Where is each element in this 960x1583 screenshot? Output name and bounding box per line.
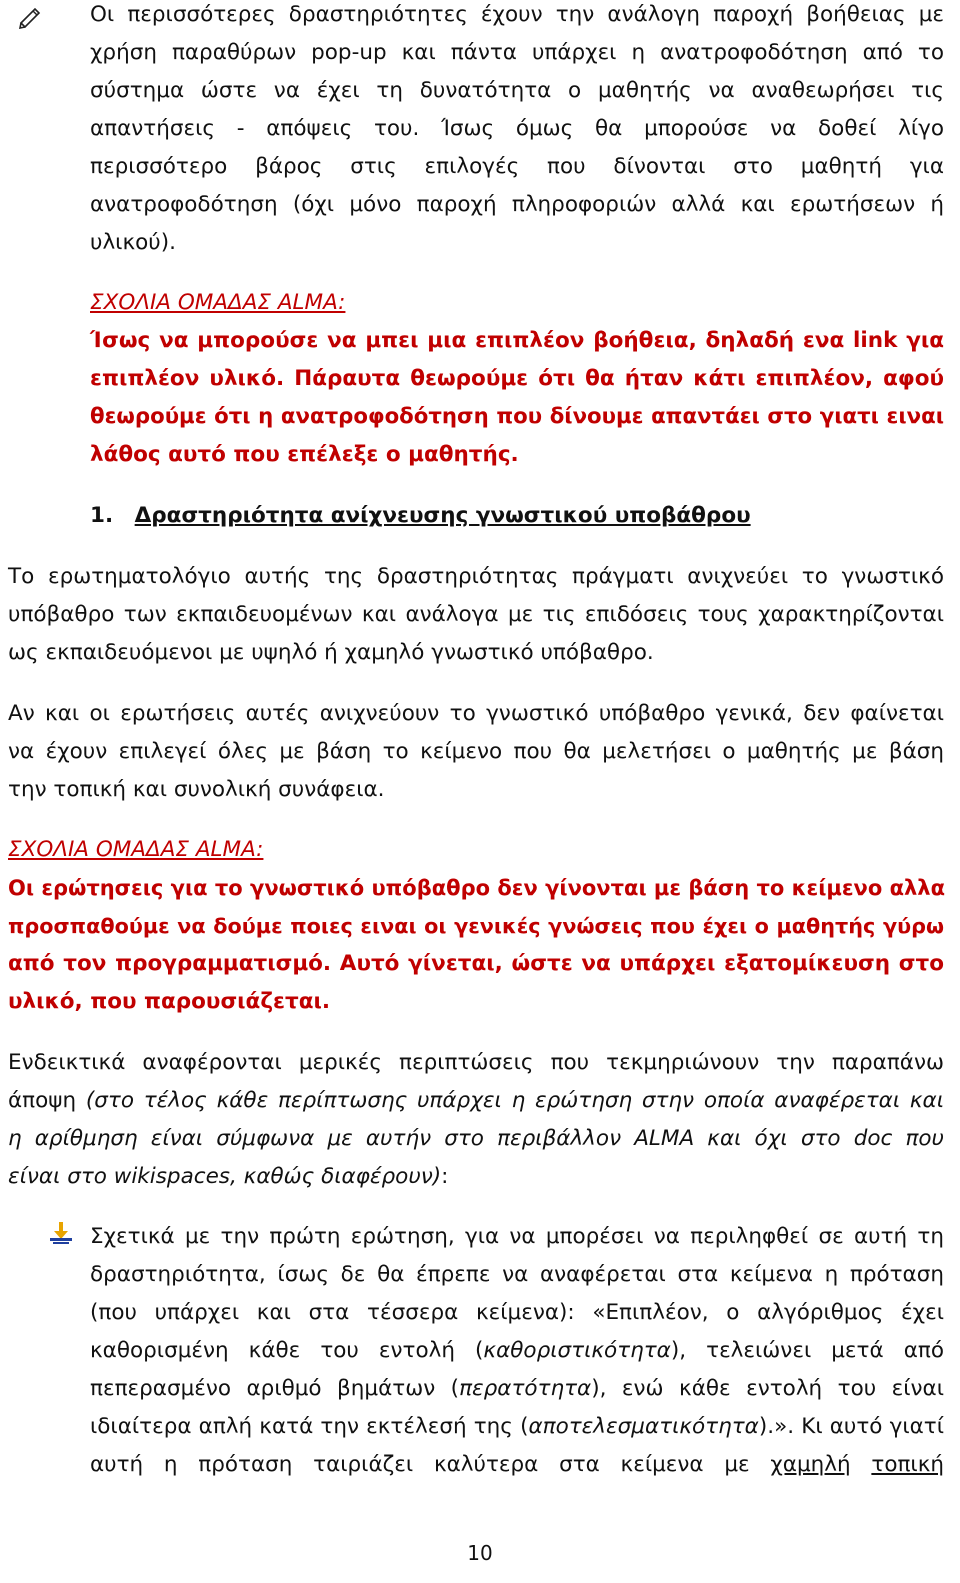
text-line: υλικού). bbox=[90, 230, 176, 255]
text-line: υπόβαθρο των εκπαιδευομένων και ανάλογα με τις επιδόσεις τους χαρακτηρίζονται bbox=[8, 602, 944, 627]
text-line: Το ερωτηματολόγιο αυτής της δραστηριότητας πράγματι ανιχνεύει το γνωστικό bbox=[8, 564, 944, 589]
text-line: άποψη (στο τέλος κάθε περίπτωσης υπάρχει η ερώτηση στην οποία αναφέρεται και bbox=[8, 1088, 944, 1113]
section-number: 1. bbox=[90, 503, 114, 528]
body-paragraph bbox=[8, 695, 944, 809]
arrow-bullet-icon bbox=[50, 1222, 72, 1246]
section-title: Δραστηριότητα ανίχνευσης γνωστικού υποβάθρου bbox=[134, 503, 751, 528]
page-number: 10 bbox=[467, 1541, 493, 1565]
comment-line: θεωρούμε ότι η ανατροφοδότηση που δίνουμε απαντάει στο γιατι ειναι bbox=[90, 404, 944, 429]
comment-line: υλικό, που παρουσιάζεται. bbox=[8, 989, 331, 1014]
text-line: χρήση παραθύρων pop-up και πάντα υπάρχει η ανατροφοδότηση από το bbox=[90, 40, 944, 65]
text-line: Σχετικά με την πρώτη ερώτηση, για να μπορέσει να περιληφθεί σε αυτή τη bbox=[90, 1224, 944, 1249]
comment-line: επιπλέον υλικό. Πάραυτα θεωρούμε ότι θα ήταν κάτι επιπλέον, αφού bbox=[90, 366, 944, 391]
comment-heading: ΣΧΟΛΙΑ ΟΜΑΔΑΣ ALMA: bbox=[8, 837, 264, 862]
text-line: να έχουν επιλεγεί όλες με βάση το κείμενο που θα μελετήσει ο μαθητής με βάση bbox=[8, 739, 944, 764]
comment-line: λάθος αυτό που επέλεξε ο μαθητής. bbox=[90, 442, 519, 467]
comment-line: προσπαθούμε να δούμε ποιες ειναι οι γενικές γνώσεις που έχει ο μαθητής γύρω bbox=[8, 914, 944, 938]
comment-line: από τον προγραμματισμό. Αυτό γίνεται, ώστε να υπάρχει εξατομίκευση στο bbox=[8, 951, 944, 976]
body-paragraph bbox=[8, 558, 944, 672]
text-line: Αν και οι ερωτήσεις αυτές ανιχνεύουν το γνωστικό υπόβαθρο γενικά, δεν φαίνεται bbox=[8, 701, 944, 726]
section-heading bbox=[90, 497, 950, 535]
body-paragraph bbox=[8, 1044, 944, 1196]
writing-hand-icon bbox=[18, 3, 44, 29]
comment-line: Οι ερώτησεις για το γνωστικό υπόβαθρο δεν γίνονται με βάση το κείμενο αλλα bbox=[8, 876, 946, 900]
text-line: η αρίθμηση είναι σύμφωνα με αυτήν στο περιβάλλον ALMA και όχι στο doc που bbox=[8, 1126, 944, 1151]
text-line: σύστημα ώστε να έχει τη δυνατότητα ο μαθητής να αναθεωρήσει τις bbox=[90, 78, 944, 103]
text-line: ανατροφοδότηση (όχι μόνο παροχή πληροφοριών αλλά και ερωτήσεων ή bbox=[90, 192, 944, 217]
bullet-item bbox=[90, 1218, 944, 1484]
text-line: απαντήσεις - απόψεις του. Ίσως όμως θα μπορούσε να δοθεί λίγο bbox=[90, 116, 944, 141]
alma-comment bbox=[90, 284, 944, 474]
text-line: Ενδεικτικά αναφέρονται μερικές περιπτώσεις που τεκμηριώνουν την παραπάνω bbox=[8, 1050, 944, 1075]
text-line: δραστηριότητα, ίσως δε θα έπρεπε να αναφέρεται στα κείμενα η πρόταση bbox=[90, 1262, 944, 1287]
text-line: περισσότερο βάρος στις επιλογές που δίνονται στο μαθητή για bbox=[90, 154, 944, 179]
alma-comment bbox=[8, 831, 944, 1021]
text-line: είναι στο wikispaces, καθώς διαφέρουν): bbox=[8, 1164, 449, 1189]
comment-heading: ΣΧΟΛΙΑ ΟΜΑΔΑΣ ALMA: bbox=[90, 290, 346, 315]
text-line: καθορισμένη κάθε του εντολή (καθοριστικότητα), τελειώνει μετά από bbox=[90, 1338, 944, 1363]
text-line: αυτή η πρόταση ταιριάζει καλύτερα στα κείμενα με χαμηλή τοπική bbox=[90, 1452, 944, 1477]
text-line: Οι περισσότερες δραστηριότητες έχουν την ανάλογη παροχή βοήθειας με bbox=[90, 2, 944, 27]
text-line: (που υπάρχει και στα τέσσερα κείμενα): «Επιπλέον, ο αλγόριθμος έχει bbox=[90, 1300, 944, 1325]
text-line: την τοπική και συνολική συνάφεια. bbox=[8, 777, 385, 802]
text-line: ως εκπαιδευόμενοι με υψηλό ή χαμηλό γνωστικό υπόβαθρο. bbox=[8, 640, 654, 665]
text-line: ιδιαίτερα απλή κατά την εκτέλεσή της (αποτελεσματικότητα).». Κι αυτό γιατί bbox=[90, 1414, 944, 1439]
comment-line: Ίσως να μπορούσε να μπει μια επιπλέον βοήθεια, δηλαδή ενα link για bbox=[90, 328, 944, 353]
text-line: πεπερασμένο αριθμό βημάτων (περατότητα), ενώ κάθε εντολή του είναι bbox=[90, 1376, 944, 1401]
review-paragraph bbox=[90, 0, 944, 262]
